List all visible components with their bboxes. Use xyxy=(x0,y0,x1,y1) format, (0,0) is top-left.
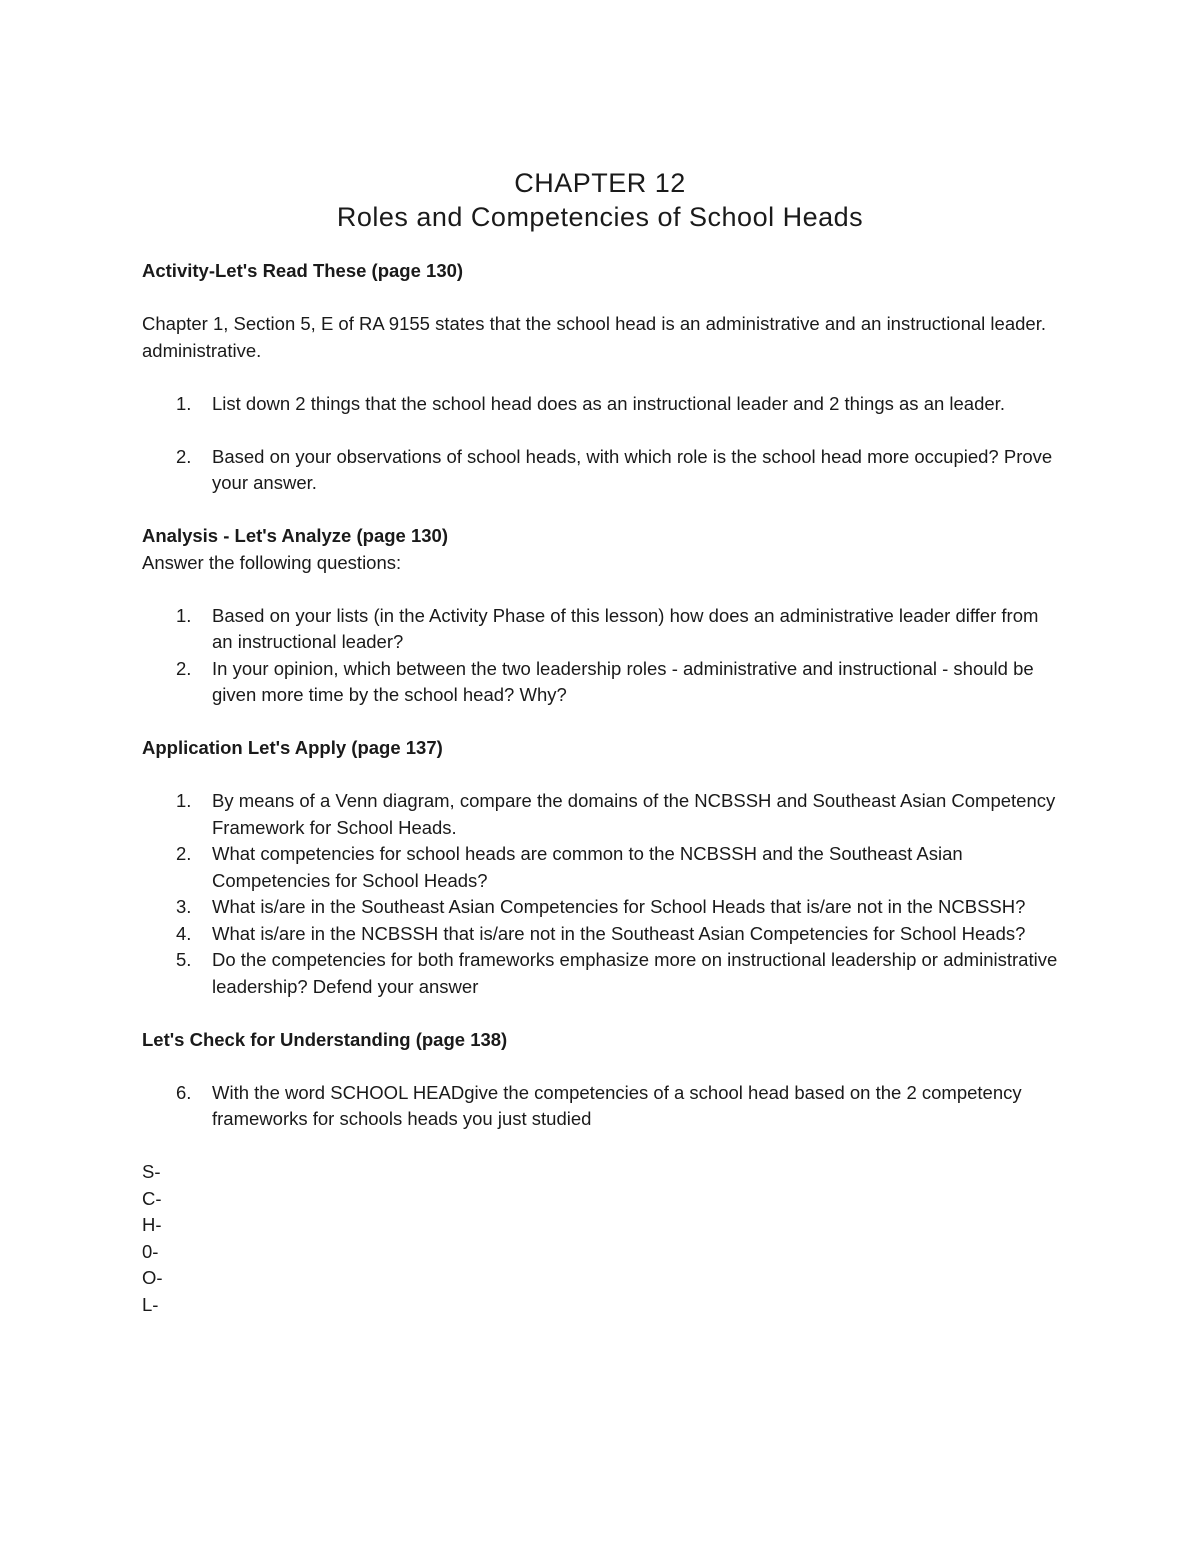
activity-heading: Activity-Let's Read These (page 130) xyxy=(142,260,464,281)
acrostic-letter: L- xyxy=(142,1293,159,1315)
list-item-text: By means of a Venn diagram, compare the domains of the NCBSSH and Southeast Asian Competency Framework for School Heads. xyxy=(212,790,1056,838)
list-item-number: 3. xyxy=(176,896,192,917)
check-heading: Let's Check for Understanding (page 138) xyxy=(142,1028,508,1050)
list-item xyxy=(142,894,1062,921)
analysis-heading: Analysis - Let's Analyze (page 130) xyxy=(142,525,448,546)
list-item-number: 2. xyxy=(176,843,192,864)
title-block xyxy=(0,166,1200,234)
acrostic-letter: C- xyxy=(142,1187,162,1209)
list-item-text: With the word SCHOOL HEADgive the competencies of a school head based on the 2 competency frameworks for schools heads you just studied xyxy=(212,1081,1022,1129)
list-item-number: 1. xyxy=(176,392,192,414)
list-item-number: 4. xyxy=(176,922,192,944)
list-item-text: In your opinion, which between the two leadership roles - administrative and instructional - should be given more time by the school head? Why? xyxy=(212,657,1034,705)
list-item xyxy=(142,656,1062,709)
application-heading: Application Let's Apply (page 137) xyxy=(142,737,443,758)
list-item-text: What is/are in the Southeast Asian Competencies for School Heads that is/are not in the NCBSSH? xyxy=(212,896,1026,917)
activity-question-list xyxy=(142,391,1062,497)
list-item-text: Based on your lists (in the Activity Phase of this lesson) how does an administrative leader differ from an instructional leader? xyxy=(212,604,1039,652)
list-item-text: List down 2 things that the school head does as an instructional leader and 2 things as an leader. xyxy=(212,392,1005,414)
list-item xyxy=(142,391,1062,418)
list-item xyxy=(142,603,1062,656)
activity-intro: Chapter 1, Section 5, E of RA 9155 states that the school head is an administrative and an instructional leader. administrative. xyxy=(142,313,1046,361)
list-item-number: 2. xyxy=(176,657,192,679)
list-item-text: Based on your observations of school heads, with which role is the school head more occupied? Prove your answer. xyxy=(212,445,1053,493)
list-item-text: What is/are in the NCBSSH that is/are not in the Southeast Asian Competencies for School Heads? xyxy=(212,922,1026,944)
list-item-number: 1. xyxy=(176,790,192,811)
chapter-subtitle: Roles and Competencies of School Heads xyxy=(336,202,864,232)
list-item-number: 2. xyxy=(176,445,192,467)
chapter-title: CHAPTER 12 xyxy=(514,168,686,198)
acrostic-letters xyxy=(142,1159,1062,1318)
list-item xyxy=(142,921,1062,948)
document-body xyxy=(142,258,1062,1318)
analysis-question-list xyxy=(142,603,1062,709)
list-item xyxy=(142,1080,1062,1133)
list-item-text: What competencies for school heads are common to the NCBSSH and the Southeast Asian Competencies for School Heads? xyxy=(212,843,963,891)
list-item xyxy=(142,841,1062,894)
acrostic-letter: 0- xyxy=(142,1240,159,1262)
list-item-number: 5. xyxy=(176,949,192,970)
list-item xyxy=(142,788,1062,841)
acrostic-letter: H- xyxy=(142,1214,162,1235)
acrostic-letter: S- xyxy=(142,1161,161,1182)
application-question-list xyxy=(142,788,1062,1000)
acrostic-letter: O- xyxy=(142,1267,163,1288)
check-question-list xyxy=(142,1080,1062,1133)
analysis-intro: Answer the following questions: xyxy=(142,551,402,573)
list-item-number: 6. xyxy=(176,1081,192,1103)
list-item-text: Do the competencies for both frameworks emphasize more on instructional leadership or administrative leadership? Defend your answer xyxy=(212,949,1058,997)
list-item xyxy=(142,444,1062,497)
list-item xyxy=(142,947,1062,1000)
list-item-number: 1. xyxy=(176,604,192,626)
